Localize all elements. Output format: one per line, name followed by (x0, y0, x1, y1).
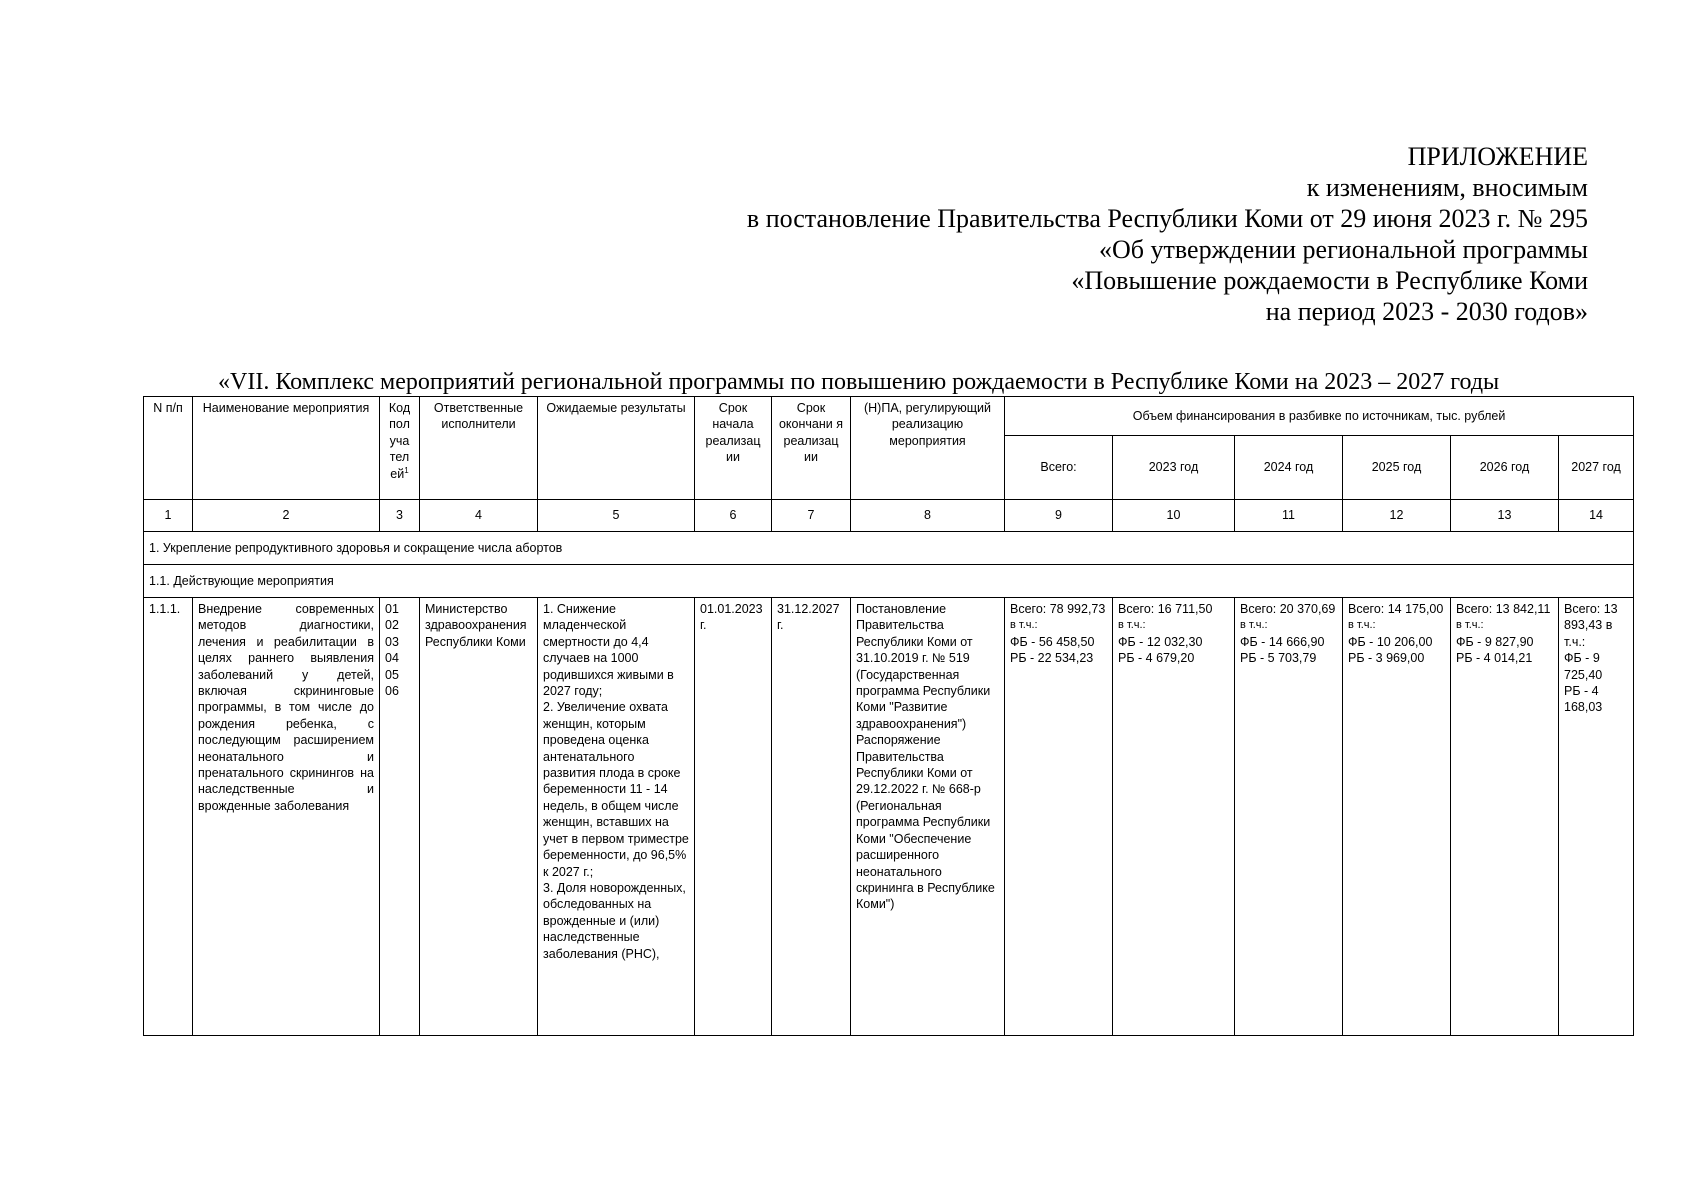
subsection-row (144, 565, 1634, 598)
result-item: 3. Доля новорожденных, обследованных на врожденные и (или) наследственные заболевания (РНС), (543, 880, 686, 961)
section-1-title: 1. Укрепление репродуктивного здоровья и сокращение числа абортов (144, 532, 1634, 565)
recipient-code: 02 (385, 618, 399, 633)
funding-line: РБ - 5 703,79 (1240, 651, 1317, 666)
funding-line: РБ - 4 014,21 (1456, 651, 1533, 666)
executor: Министерство здравоохранения Республики Коми (420, 598, 538, 1036)
col-number: 10 (1113, 500, 1235, 532)
header-npa: (Н)ПА, регулирующий реализацию мероприятия (851, 397, 1005, 500)
funding-line: Всего: 20 370,69 (1240, 602, 1336, 616)
header-num: N п/п (144, 397, 193, 500)
funding-2023 (1113, 598, 1235, 1036)
result-item: 1. Снижение младенческой смертности до 4,4 случаев на 1000 родившихся живыми в 2027 году; (543, 602, 674, 699)
funding-line: РБ - 4 679,20 (1118, 651, 1195, 666)
expected-results (538, 598, 695, 1036)
funding-line: ФБ - 12 032,30 (1118, 634, 1203, 649)
legal-act: Постановление Правительства Республики Коми от 31.10.2019 г. № 519 (Государственная программа Республики Коми "Развитие здравоохранения") Распоряжение Правительства Республики Коми от 29.12.2022 г. № 668-р (Региональная программа Республики Коми "Обеспечение расширенного неонатального скрининга в Республике Коми") (851, 598, 1005, 1036)
header-2024: 2024 год (1235, 436, 1343, 500)
funding-line: ФБ - 14 666,90 (1240, 634, 1325, 649)
recipient-code: 05 (385, 667, 399, 682)
appendix-line-4: «Об утверждении региональной программы (1099, 235, 1588, 264)
recipient-code: 01 (385, 602, 399, 616)
header-name: Наименование мероприятия (193, 397, 380, 500)
funding-line: Всего: 78 992,73 (1010, 602, 1106, 616)
funding-line: ФБ - 9 725,40 (1564, 651, 1603, 682)
col-number: 7 (772, 500, 851, 532)
recipient-code: 03 (385, 634, 399, 649)
funding-line: ФБ - 9 827,90 (1456, 634, 1534, 649)
funding-total (1005, 598, 1113, 1036)
funding-line: в т.ч.: (1456, 619, 1484, 632)
appendix-title: ПРИЛОЖЕНИЕ (1407, 142, 1588, 171)
col-number: 8 (851, 500, 1005, 532)
appendix-line-2: к изменениям, вносимым (1306, 173, 1588, 202)
col-number: 4 (420, 500, 538, 532)
header-total: Всего: (1005, 436, 1113, 500)
section-1-1-title: 1.1. Действующие мероприятия (144, 565, 1634, 598)
funding-line: Всего: 13 893,43 в т.ч.: (1564, 602, 1618, 649)
header-2023: 2023 год (1113, 436, 1235, 500)
col-number: 11 (1235, 500, 1343, 532)
header-2025: 2025 год (1343, 436, 1451, 500)
measure-name: Внедрение современных методов диагностики, лечения и реабилитации в целях раннего выявления заболеваний у детей, включая скрининговые программы, в том числе до рождения ребенка, с последующим расширением неонатального и пренатального скринингов на наследственные и врожденные заболевания (193, 598, 380, 1036)
funding-line: Всего: 14 175,00 (1348, 602, 1444, 616)
col-number: 2 (193, 500, 380, 532)
header-code (380, 397, 420, 500)
row-number: 1.1.1. (144, 598, 193, 1036)
section-row (144, 532, 1634, 565)
col-number: 13 (1451, 500, 1559, 532)
header-results: Ожидаемые результаты (538, 397, 695, 500)
section-title: «VII. Комплекс мероприятий региональной программы по повышению рождаемости в Республике Коми на 2023 – 2027 годы (218, 369, 1500, 395)
funding-2026 (1451, 598, 1559, 1036)
col-number: 6 (695, 500, 772, 532)
header-2027: 2027 год (1559, 436, 1634, 500)
header-funding: Объем финансирования в разбивке по источникам, тыс. рублей (1005, 397, 1634, 436)
funding-2027 (1559, 598, 1634, 1036)
result-item: 2. Увеличение охвата женщин, которым проведена оценка антенатального развития плода в сроке беременности 11 - 14 недель, в общем числе женщин, вставших на учет в первом триместре беременности, до 96,5% к 2027 г.; (543, 700, 689, 879)
start-date: 01.01.2023 г. (695, 598, 772, 1036)
appendix-line-6: на период 2023 - 2030 годов» (1265, 297, 1588, 326)
recipient-codes (380, 598, 420, 1036)
col-number: 1 (144, 500, 193, 532)
funding-line: ФБ - 56 458,50 (1010, 634, 1095, 649)
funding-line: в т.ч.: (1118, 619, 1146, 632)
col-number: 3 (380, 500, 420, 532)
table-header-row (144, 397, 1634, 436)
recipient-code: 06 (385, 684, 399, 699)
funding-line: РБ - 3 969,00 (1348, 651, 1425, 666)
table-row (144, 598, 1634, 1036)
header-code-footnote: 1 (404, 465, 409, 475)
header-code-label: Код пол уча тел ей (388, 401, 411, 481)
appendix-line-3: в постановление Правительства Республики Коми от 29 июня 2023 г. № 295 (746, 204, 1588, 233)
funding-2024 (1235, 598, 1343, 1036)
recipient-code: 04 (385, 651, 399, 666)
funding-line: ФБ - 10 206,00 (1348, 634, 1433, 649)
funding-line: Всего: 16 711,50 (1118, 602, 1213, 616)
end-date: 31.12.2027 г. (772, 598, 851, 1036)
measures-table (143, 396, 1634, 1036)
column-numbers-row (144, 500, 1634, 532)
funding-line: в т.ч.: (1348, 619, 1376, 632)
appendix-line-5: «Повышение рождаемости в Республике Коми (1071, 266, 1588, 295)
header-start: Срок начала реализац ии (695, 397, 772, 500)
document-header (747, 141, 1588, 327)
funding-line: РБ - 4 168,03 (1564, 684, 1603, 715)
header-2026: 2026 год (1451, 436, 1559, 500)
funding-line: Всего: 13 842,11 (1456, 602, 1551, 616)
col-number: 12 (1343, 500, 1451, 532)
col-number: 14 (1559, 500, 1634, 532)
col-number: 5 (538, 500, 695, 532)
funding-line: в т.ч.: (1010, 619, 1038, 632)
funding-2025 (1343, 598, 1451, 1036)
header-end: Срок окончани я реализац ии (772, 397, 851, 500)
header-executors: Ответственные исполнители (420, 397, 538, 500)
funding-line: РБ - 22 534,23 (1010, 651, 1094, 666)
funding-line: в т.ч.: (1240, 619, 1268, 632)
col-number: 9 (1005, 500, 1113, 532)
